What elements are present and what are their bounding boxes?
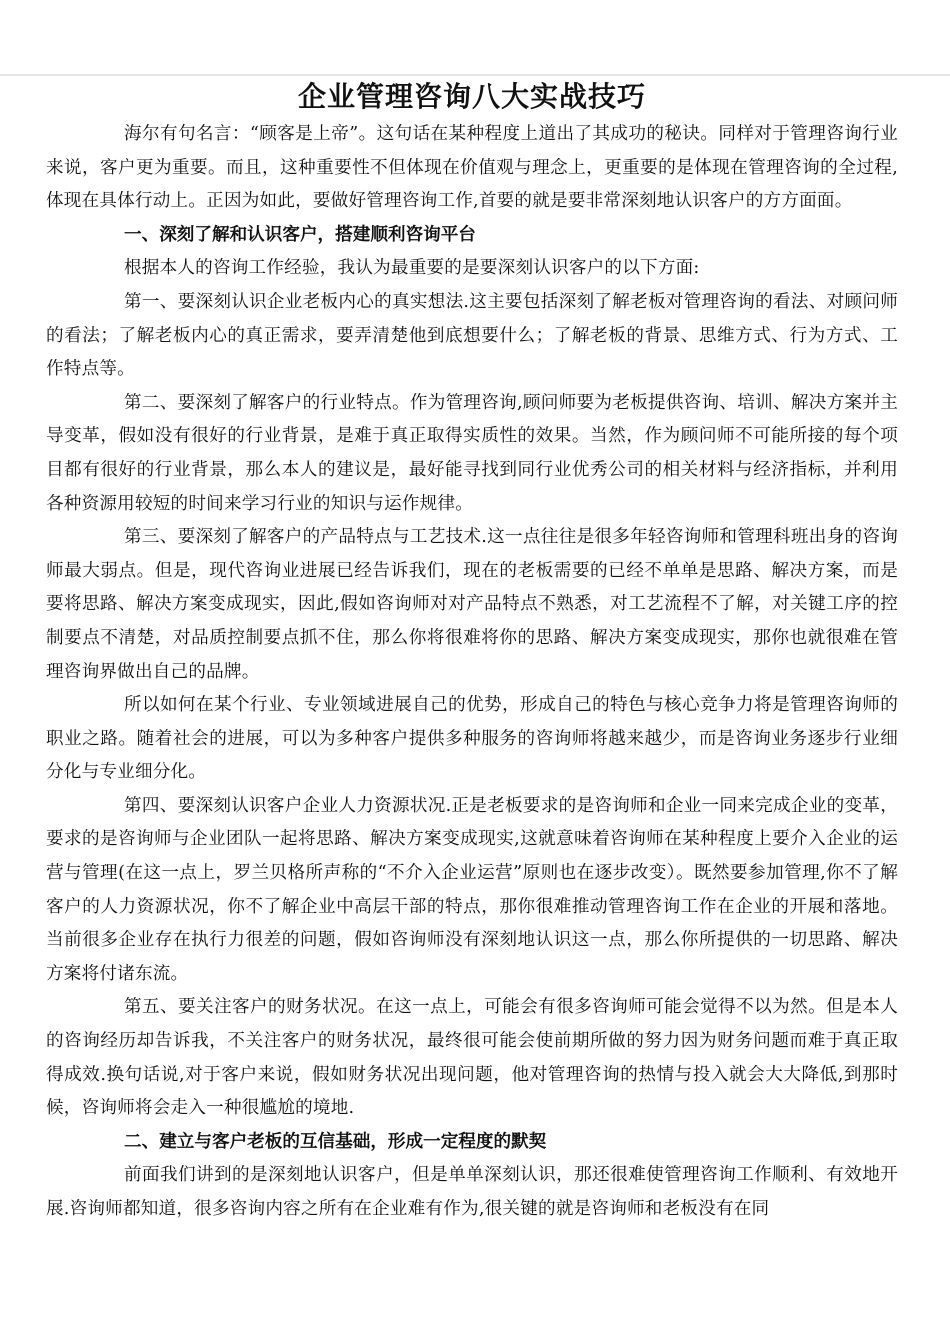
paragraph-point-4: 第四、要深刻认识客户企业人力资源状况.正是老板要求的是咨询师和企业一同来完成企业的变革，要求的是咨询师与企业团队一起将思路、解决方案变成现实,这就意味着咨询师在某种程度上要介入企业的运营与管理(在这一点上，罗兰贝格所声称的“不介入企业运营”原则也在逐步改变）。既然要参加管理,你不了解客户的人力资源状况，你不了解企业中高层干部的特点，那你很难推动管理咨询工作在企业的开展和落地。当前很多企业存在执行力很差的问题，假如咨询师没有深刻地认识这一点，那么你所提供的一切思路、解决方案将付诸东流。 bbox=[46, 795, 898, 984]
document-body bbox=[46, 76, 898, 1227]
paragraph-trust: 前面我们讲到的是深刻地认识客户，但是单单深刻认识，那还很难使管理咨询工作顺利、有效地开展.咨询师都知道，很多咨询内容之所有在企业难有作为,很关键的就是咨询师和老板没有在同 bbox=[46, 1165, 898, 1219]
paragraph-point-2: 第二、要深刻了解客户的行业特点。作为管理咨询,顾问师要为老板提供咨询、培训、解决方案并主导变革，假如没有很好的行业背景，是难于真正取得实质性的效果。当然，作为顾问师不可能所接的每个项目都有很好的行业背景，那么本人的建议是，最好能寻找到同行业优秀公司的相关材料与经济指标，并利用各种资源用较短的时间来学习行业的知识与运作规律。 bbox=[46, 392, 898, 514]
paragraph-point-5: 第五、要关注客户的财务状况。在这一点上，可能会有很多咨询师可能会觉得不以为然。但是本人的咨询经历却告诉我，不关注客户的财务状况，最终很可能会使前期所做的努力因为财务问题而难于真正取得成效.换句话说,对于客户来说，假如财务状况出现问题，他对管理咨询的热情与投入就会大大降低,到那时候，咨询师将会走入一种很尴尬的境地. bbox=[46, 997, 898, 1119]
paragraph-intro: 海尔有句名言：“顾客是上帝”。这句话在某种程度上道出了其成功的秘诀。同样对于管理咨询行业来说，客户更为重要。而且，这种重要性不但体现在价值观与理念上，更重要的是体现在管理咨询的全过程,体现在具体行动上。正因为如此，要做好管理咨询工作,首要的就是要非常深刻地认识客户的方方面面。 bbox=[46, 124, 898, 212]
section-heading-2: 二、建立与客户老板的互信基础，形成一定程度的默契 bbox=[124, 1131, 547, 1152]
paragraph-point-1: 第一、要深刻认识企业老板内心的真实想法.这主要包括深刻了解老板对管理咨询的看法、对顾问师的看法；了解老板内心的真正需求，要弄清楚他到底想要什么；了解老板的背景、思维方式、行为方式、工作特点等。 bbox=[46, 291, 898, 380]
paragraph-overview: 根据本人的咨询工作经验，我认为最重要的是要深刻认识客户的以下方面: bbox=[124, 258, 700, 279]
paragraph-point-3: 第三、要深刻了解客户的产品特点与工艺技术.这一点往往是很多年轻咨询师和管理科班出身的咨询师最大弱点。但是，现代咨询业进展已经告诉我们，现在的老板需要的已经不单单是思路、解决方案，而是要将思路、解决方案变成现实，因此,假如咨询师对对产品特点不熟悉，对工艺流程不了解，对关键工序的控制要点不清楚，对品质控制要点抓不住，那么你将很难将你的思路、解决方案变成现实，那你也就很难在管理咨询界做出自己的品牌。 bbox=[46, 527, 898, 682]
section-heading-1: 一、深刻了解和认识客户，搭建顺利咨询平台 bbox=[124, 224, 476, 245]
paragraph-career: 所以如何在某个行业、专业领域进展自己的优势，形成自己的特色与核心竞争力将是管理咨询师的职业之路。随着社会的进展，可以为多种客户提供多种服务的咨询师将越来越少，而是咨询业务逐步行业细分化与专业细分化。 bbox=[46, 695, 898, 783]
document-title: 企业管理咨询八大实战技巧 bbox=[297, 80, 646, 113]
